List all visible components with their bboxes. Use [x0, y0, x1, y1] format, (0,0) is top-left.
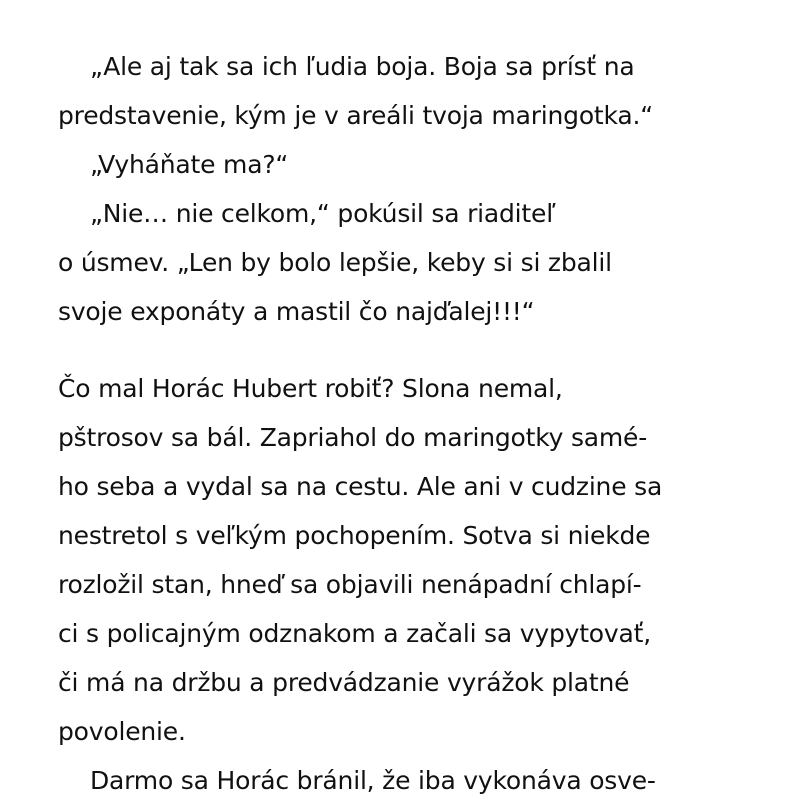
text-line: „Vyháňate ma?“	[90, 150, 289, 179]
text-line: „Nie… nie celkom,“ pokúsil sa riaditeľ	[90, 199, 556, 228]
text-line: ci s policajným odznakom a začali sa vypytovať,	[58, 619, 651, 648]
text-line: rozložil stan, hneď sa objavili nenápadní chlapí-	[58, 570, 642, 599]
text-line: o úsmev. „Len by bolo lepšie, keby si si zbalil	[58, 248, 612, 277]
text-line: predstavenie, kým je v areáli tvoja maringotka.“	[58, 101, 653, 130]
text-line: či má na držbu a predvádzanie vyrážok platné	[58, 668, 630, 697]
text-line: ho seba a vydal sa na cestu. Ale ani v cudzine sa	[58, 472, 663, 501]
text-line: nestretol s veľkým pochopením. Sotva si niekde	[58, 521, 651, 550]
text-line: povolenie.	[58, 717, 186, 746]
text-line: Čo mal Horác Hubert robiť? Slona nemal,	[58, 374, 563, 403]
text-line: pštrosov sa bál. Zapriahol do maringotky samé-	[58, 423, 648, 452]
text-line: Darmo sa Horác bránil, že iba vykonáva osve-	[90, 766, 656, 795]
text-line: „Ale aj tak sa ich ľudia boja. Boja sa prísť na	[90, 52, 635, 81]
text-line: svoje exponáty a mastil čo najďalej!!!“	[58, 297, 535, 326]
